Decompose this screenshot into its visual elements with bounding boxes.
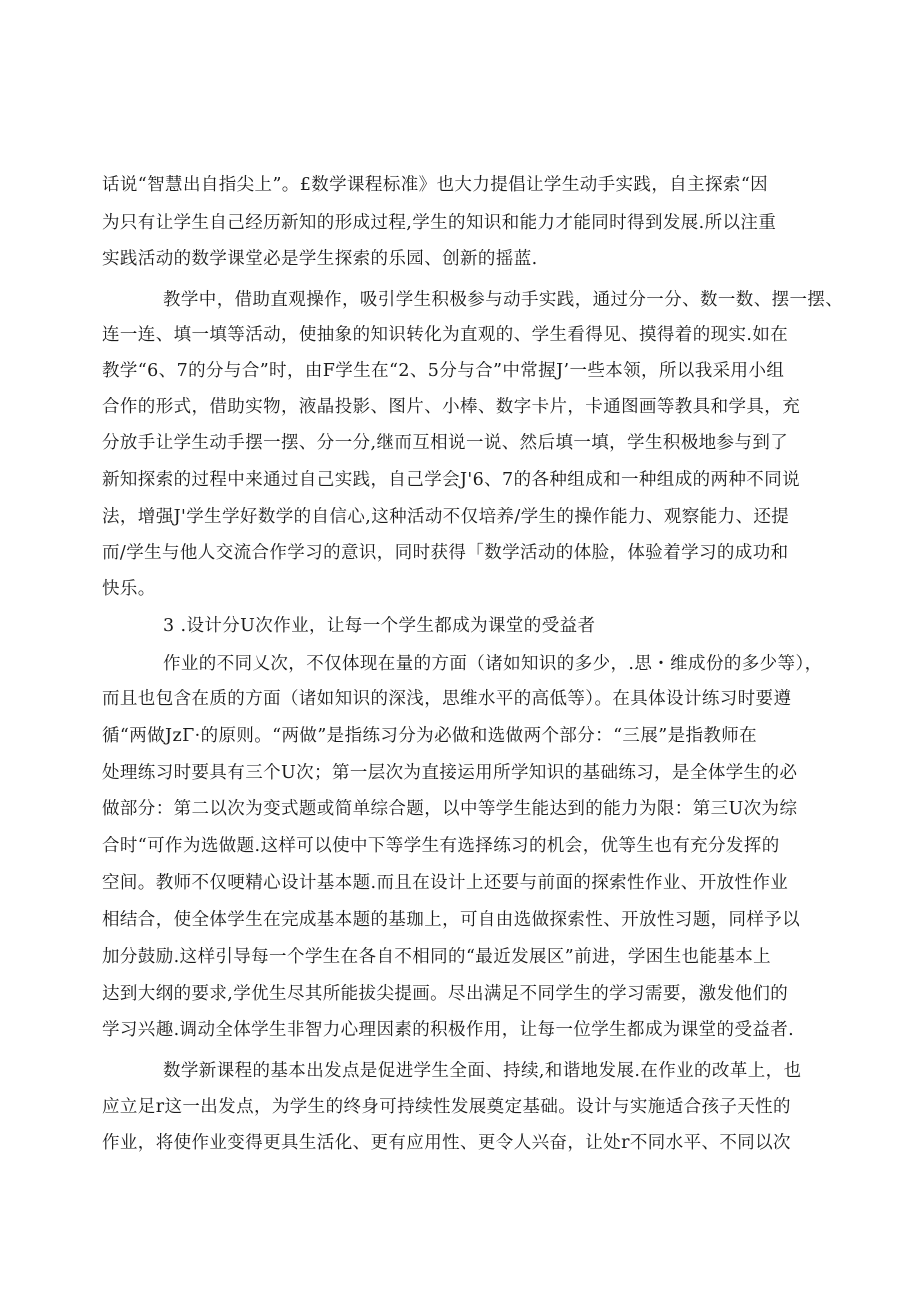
- text-line: 分放手让学生动手摆一摆、分一分,继而互相说一说、然后填一填，学生积极地参与到了: [102, 433, 789, 453]
- text-line: 循“两做JzΓ·的原则。“两做”是指练习分为必做和选做两个部分：“三展”是指教师在: [102, 726, 758, 746]
- text-line: 为只有让学生自己经历新知的形成过程,学生的知识和能力才能同时得到发展.所以注重: [102, 213, 777, 233]
- text-line: 作业，将使作业变得更具生活化、更有应用性、更令人兴奋，让处r不同水平、不同以次: [102, 1133, 791, 1153]
- text-line: 作业的不同乂次，不仅体现在量的方面（诸如知识的多少，.思・维成份的多少等），: [163, 654, 823, 674]
- text-line: 实践活动的数学课堂必是学生探索的乐园、创新的摇蓝.: [102, 249, 538, 269]
- text-line: 合作的形式，借助实物，液晶投影、图片、小棒、数字卡片，卡通图画等教具和学具，充: [102, 397, 801, 417]
- text-line: 法，增强J'学生学好数学的自信心,这种活动不仅培养/学生的操作能力、观察能力、还提: [102, 507, 790, 527]
- text-line: 而/学生与他人交流合作学习的意识，同时获得「数学活动的体脸，体验着学习的成功和: [102, 543, 789, 563]
- text-line: 快乐。: [102, 579, 156, 599]
- text-line: 应立足r这一出发点，为学生的终身可持续性发展奠定基础。设计与实施适合孩子天性的: [102, 1097, 791, 1117]
- section-heading: 3 .设计分U次作业，让每一个学生都成为课堂的受益者: [163, 616, 596, 636]
- text-line: 学习兴趣.调动全体学生非智力心理因素的积极作用，让每一位学生都成为课堂的受益者.: [102, 1020, 795, 1040]
- text-line: 加分鼓励.这样引导每一个学生在各自不相同的“最近发展区”前进，学困生也能基本上: [102, 947, 772, 967]
- text-line: 新知探索的过程中来通过自己实践，自己学会J'6、7的各种组成和一种组成的两种不同说: [102, 470, 800, 490]
- text-line: 做部分：第二以次为变式题或简单综合题，以中等学生能达到的能力为限：第三U次为综: [102, 799, 798, 819]
- text-line: 而且也包含在质的方面（诸如知识的深浅，思维水平的高低等）。在具体设计练习时要遵: [102, 689, 792, 709]
- text-line: 教学“6、7的分与合”时，由F学生在“2、5分与合”中常握J’一些本领，所以我采用小组: [102, 361, 785, 381]
- text-line: 教学中，借助直观操作，吸引学生积极参与动手实践，通过分一分、数一数、摆一摆、: [163, 290, 844, 310]
- text-line: 数学新课程的基本出发点是促进学生全面、持续,和谐地发展.在作业的改革上，也: [163, 1061, 802, 1081]
- text-line: 连一连、填一填等活动，使抽象的知识转化为直观的、学生看得见、摸得着的现实.如在: [102, 325, 789, 345]
- text-line: 处理练习时要具有三个U次；第一层次为直接运用所学知识的基础练习，是全体学生的必: [102, 763, 798, 783]
- text-line: 相结合，使全体学生在完成基本题的基珈上，可自由选做探索性、开放性习题，同样予以: [102, 910, 801, 930]
- text-line: 空间。教师不仅哽精心设计基本题.而且在设计上还要与前面的探索性作业、开放性作业: [102, 873, 789, 893]
- text-line: 合时“可作为选做题.这样可以使中下等学生有选择练习的机会，优等生也有充分发挥的: [102, 836, 780, 856]
- text-line: 话说“智慧出自指尖上”。£数学课程标准》也大力提倡让学生动手实践，自主探索“因: [102, 175, 769, 195]
- text-line: 达到大纲的要求,学优生尽其所能拔尖提画。尽出满足不同学生的学习需要，激发他们的: [102, 984, 789, 1004]
